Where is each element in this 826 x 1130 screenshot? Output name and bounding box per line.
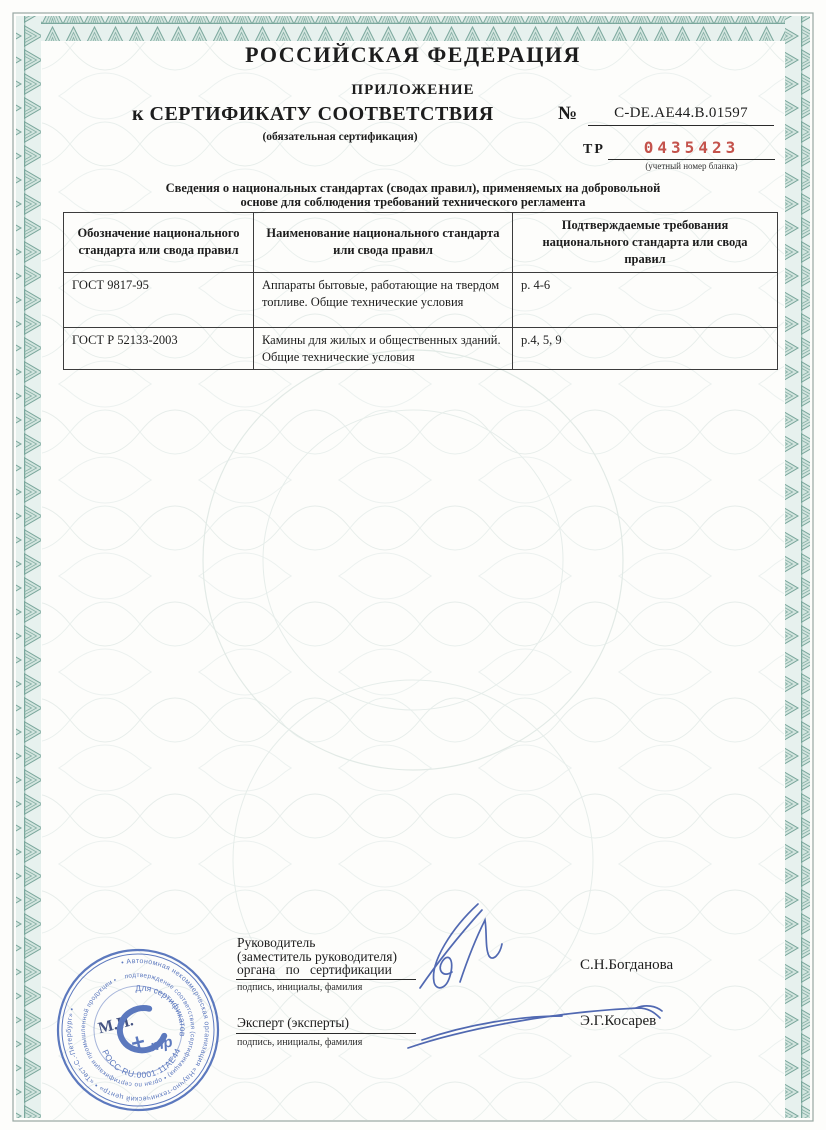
cell-designation: ГОСТ Р 52133-2003 (64, 327, 254, 370)
expert-name: Э.Г.Косарев (580, 1013, 657, 1029)
country-title: РОССИЙСКАЯ ФЕДЕРАЦИЯ (245, 42, 581, 67)
head-signature-stroke (434, 904, 478, 988)
handwritten-signatures (390, 890, 680, 1060)
stamp-logo (115, 1003, 174, 1062)
appendix-title: ПРИЛОЖЕНИЕ (351, 82, 475, 98)
header-designation: Обозначение национального стандарта или свода правил (64, 213, 254, 273)
stamp-mp-label: М.П. (96, 1012, 136, 1038)
stamp-middle-text: подтверждение соответствия (сертификация) • орган по сертификации промышленной продукции • (79, 972, 196, 1089)
certificate-number: С-DE.АЕ44.В.01597 (588, 105, 774, 126)
intro-line-1: Сведения о национальных стандартах (сводах правил), применяемых на добровольной (165, 181, 661, 195)
stamp-registry-number: РОСС RU.0001.11АЕ44 (100, 1046, 183, 1080)
head-signature-line (236, 979, 416, 980)
expert-signature-caption: подпись, инициалы, фамилия (237, 1037, 363, 1048)
table-header-row (64, 213, 778, 273)
certificate-line-prefix: к СЕРТИФИКАТУ СООТВЕТСТВИЯ (132, 103, 494, 125)
table-row (64, 327, 778, 370)
stamp-outer-text: • Автономная некоммерческая организация «Научно-технический центр» • «Тест-С.-Петербург» • (65, 958, 210, 1103)
intro-line-2: основе для соблюдения требований технического регламента (240, 195, 586, 209)
blank-number-note: (учетный номер бланка) (645, 161, 738, 171)
cell-name: Камины для жилых и общественных зданий. Общие технические условия (254, 327, 513, 370)
certification-type-note: (обязательная сертификация) (262, 131, 418, 143)
svg-text:• Автономная некоммерческая ор (51, 943, 226, 1118)
table-row (64, 272, 778, 327)
numero-sign: № (558, 103, 578, 124)
stamp-inner-top-text: Для сертификатов (134, 982, 189, 1038)
header-name: Наименование национального стандарта или свода правил (254, 213, 513, 273)
head-role-line1: Руководитель (237, 935, 316, 950)
expert-role: Эксперт (эксперты) (237, 1015, 349, 1030)
head-role-line3: органа по сертификации (237, 962, 392, 977)
head-role-line2: (заместитель руководителя) (237, 949, 397, 964)
tr-label: ТР (583, 142, 605, 157)
standards-table (63, 212, 778, 370)
head-name: С.Н.Богданова (580, 957, 674, 973)
cell-name: Аппараты бытовые, работающие на твердом топливе. Общие технические условия (254, 272, 513, 327)
cell-requirements: р. 4-6 (513, 272, 778, 327)
blank-number: 0435423 (608, 138, 775, 160)
round-stamp (50, 942, 226, 1118)
header-requirements: Подтверждаемые требования национального стандарта или свода правил (513, 213, 778, 273)
expert-signature-stroke (408, 1008, 660, 1048)
head-signature-caption: подпись, инициалы, фамилия (237, 982, 363, 993)
cell-requirements: р.4, 5, 9 (513, 327, 778, 370)
expert-signature-line (236, 1033, 416, 1034)
svg-text:тр: тр (148, 1033, 175, 1056)
cell-designation: ГОСТ 9817-95 (64, 272, 254, 327)
